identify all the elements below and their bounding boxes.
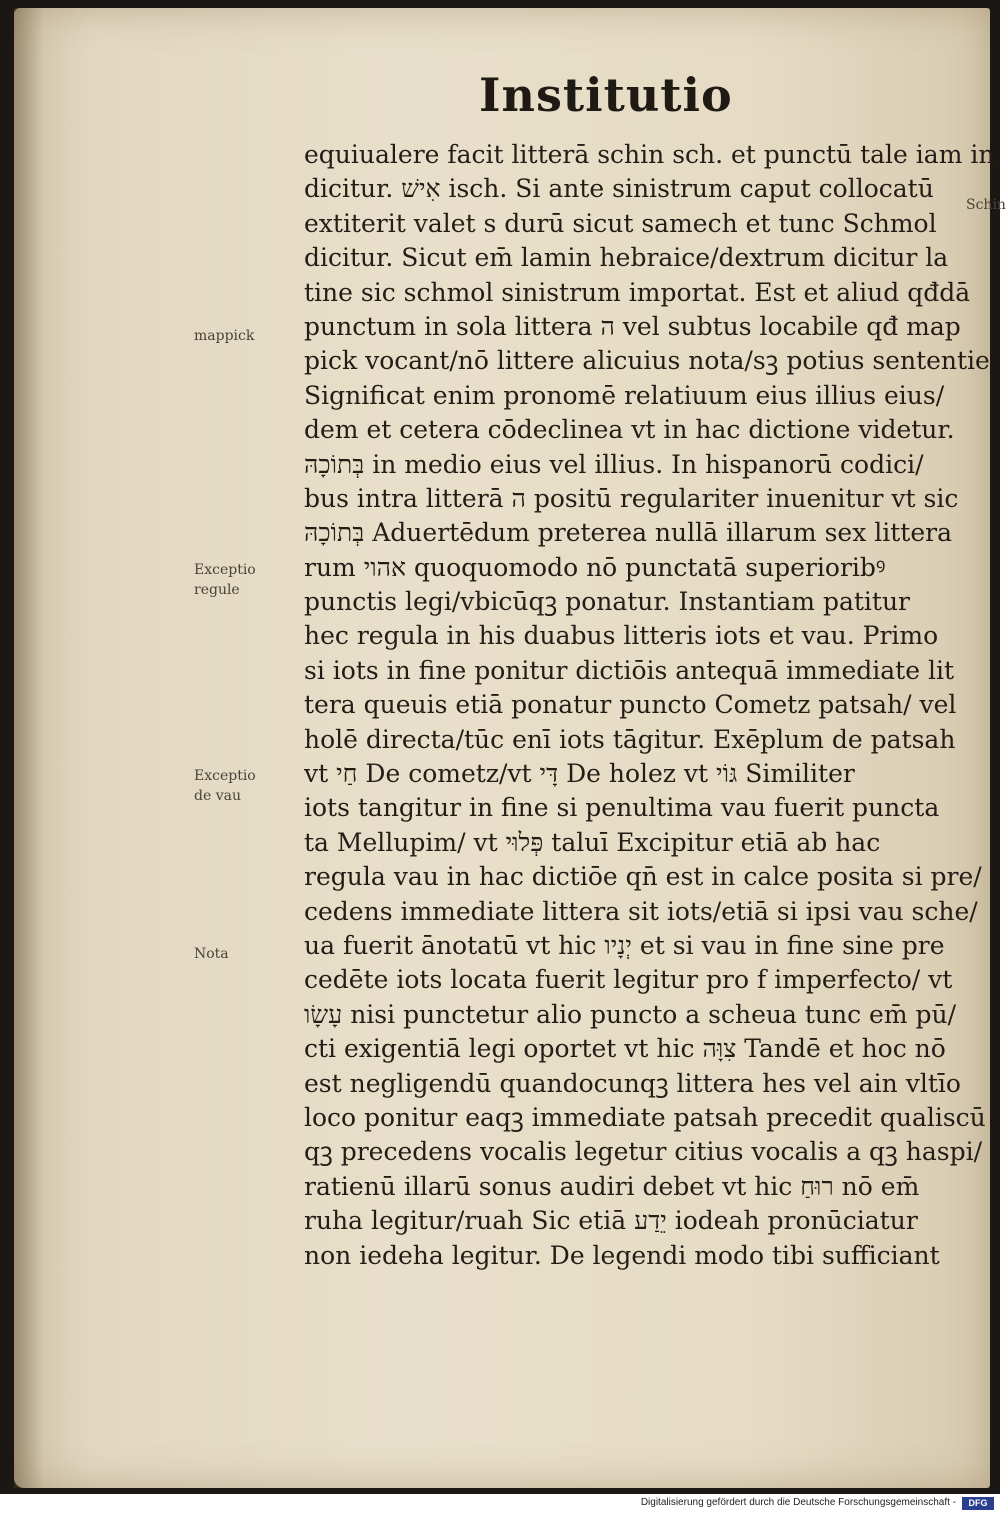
text-line: ua fuerit ānotatū vt hic יְנָיו et si vau in fine sine pre bbox=[304, 930, 945, 960]
text-line: ruha legitur/ruah Sic etiā יֵדַע iodeah pronūciatur bbox=[304, 1206, 918, 1236]
text-line: ta Mellupim/ vt פְּלוּי taluī Excipitur etiā ab hac bbox=[304, 827, 881, 857]
text-line: extiterit valet s durū sicut samech et tunc Schmol bbox=[304, 208, 937, 238]
text-line: vt חַי De cometz/vt דָּי De holez vt גּוֹי Similiter bbox=[304, 759, 855, 789]
text-line: regula vau in hac dictiōe qn̄ est in calce posita si pre/ bbox=[304, 862, 982, 892]
text-line: dicitur. אִישׁ isch. Si ante sinistrum caput collocatū bbox=[304, 174, 934, 204]
text-line: בְּתוֹכָהּ in medio eius vel illius. In hispanorū codici/ bbox=[304, 449, 924, 479]
text-line: est negligendū quandocunqꝫ littera hes vel ain vltīo bbox=[304, 1068, 961, 1098]
text-line: punctum in sola littera ה vel subtus locabile qđ map bbox=[304, 311, 961, 341]
margin-note-line: regule bbox=[194, 582, 240, 598]
dfg-logo: DFG bbox=[962, 1497, 994, 1510]
body-text bbox=[304, 138, 995, 1273]
text-line: hec regula in his duabus litteris iots et vau. Primo bbox=[304, 621, 939, 651]
text-line: cedens immediate littera sit iots/etiā si ipsi vau sche/ bbox=[304, 896, 978, 926]
margin-note-mappick: mappick bbox=[194, 328, 255, 344]
text-line: punctis legi/vbicūqꝫ ponatur. Instantiam patitur bbox=[304, 587, 911, 617]
running-title: Institutio bbox=[479, 68, 733, 122]
text-line: qꝫ precedens vocalis legetur citius vocalis a qꝫ haspi/ bbox=[304, 1137, 983, 1167]
margin-note-line: Exceptio bbox=[194, 562, 256, 578]
margin-note-line: de vau bbox=[194, 788, 241, 804]
margin-note-nota: Nota bbox=[194, 946, 229, 962]
footer-bar bbox=[0, 1494, 1000, 1514]
book-page bbox=[14, 8, 1006, 1488]
margin-note-exceptio-regule bbox=[194, 560, 256, 600]
text-line: bus intra litterā ה positū regulariter inuenitur vt sic bbox=[304, 483, 959, 513]
text-line: pick vocant/nō littere alicuius nota/sꝫ potius sententie bbox=[304, 346, 990, 376]
text-line: non iedeha legitur. De legendi modo tibi sufficiant bbox=[304, 1240, 940, 1270]
text-line: בְּתוֹכָהּ Aduertēdum preterea nullā illarum sex littera bbox=[304, 518, 952, 548]
text-line: iots tangitur in fine si penultima vau fuerit puncta bbox=[304, 793, 940, 823]
text-line: Significat enim pronomē relatiuum eius illius eius/ bbox=[304, 380, 945, 410]
margin-note-schin: Schin bbox=[966, 197, 1006, 213]
margin-note-line: Exceptio bbox=[194, 768, 256, 784]
funding-credit: Digitalisierung gefördert durch die Deutsche Forschungsgemeinschaft - bbox=[640, 1497, 956, 1508]
text-line: cti exigentiā legi oportet vt hic צִוָּה Tandē et hoc nō bbox=[304, 1034, 946, 1064]
text-line: cedēte iots locata fuerit legitur pro f imperfecto/ vt bbox=[304, 965, 953, 995]
text-line: dicitur. Sicut em̄ lamin hebraice/dextrum dicitur la bbox=[304, 243, 949, 273]
text-line: holē directa/tūc enī iots tāgitur. Exēplum de patsah bbox=[304, 724, 956, 754]
text-line: tera queuis etiā ponatur puncto Cometz patsah/ vel bbox=[304, 690, 957, 720]
text-line: ratienū illarū sonus audiri debet vt hic רוּחַ nō em̄ bbox=[304, 1171, 920, 1201]
text-line: loco ponitur eaqꝫ immediate patsah precedit qualiscū bbox=[304, 1102, 986, 1132]
text-line: equiualere facit litterā schin sch. et punctū tale iam in bbox=[304, 140, 995, 169]
text-line: si iots in fine ponitur dictiōis antequā immediate lit bbox=[304, 655, 954, 685]
margin-note-exceptio-de-vau bbox=[194, 766, 256, 806]
text-line: rum אהוי quoquomodo nō punctatā superioribꝰ bbox=[304, 552, 886, 582]
text-line: dem et cetera cōdeclinea vt in hac dictione videtur. bbox=[304, 415, 955, 445]
text-line: tine sic schmol sinistrum importat. Est et aliud qđdā bbox=[304, 277, 971, 307]
text-line: עָשָׂו nisi punctetur alio puncto a scheua tunc em̄ pū/ bbox=[304, 999, 957, 1029]
